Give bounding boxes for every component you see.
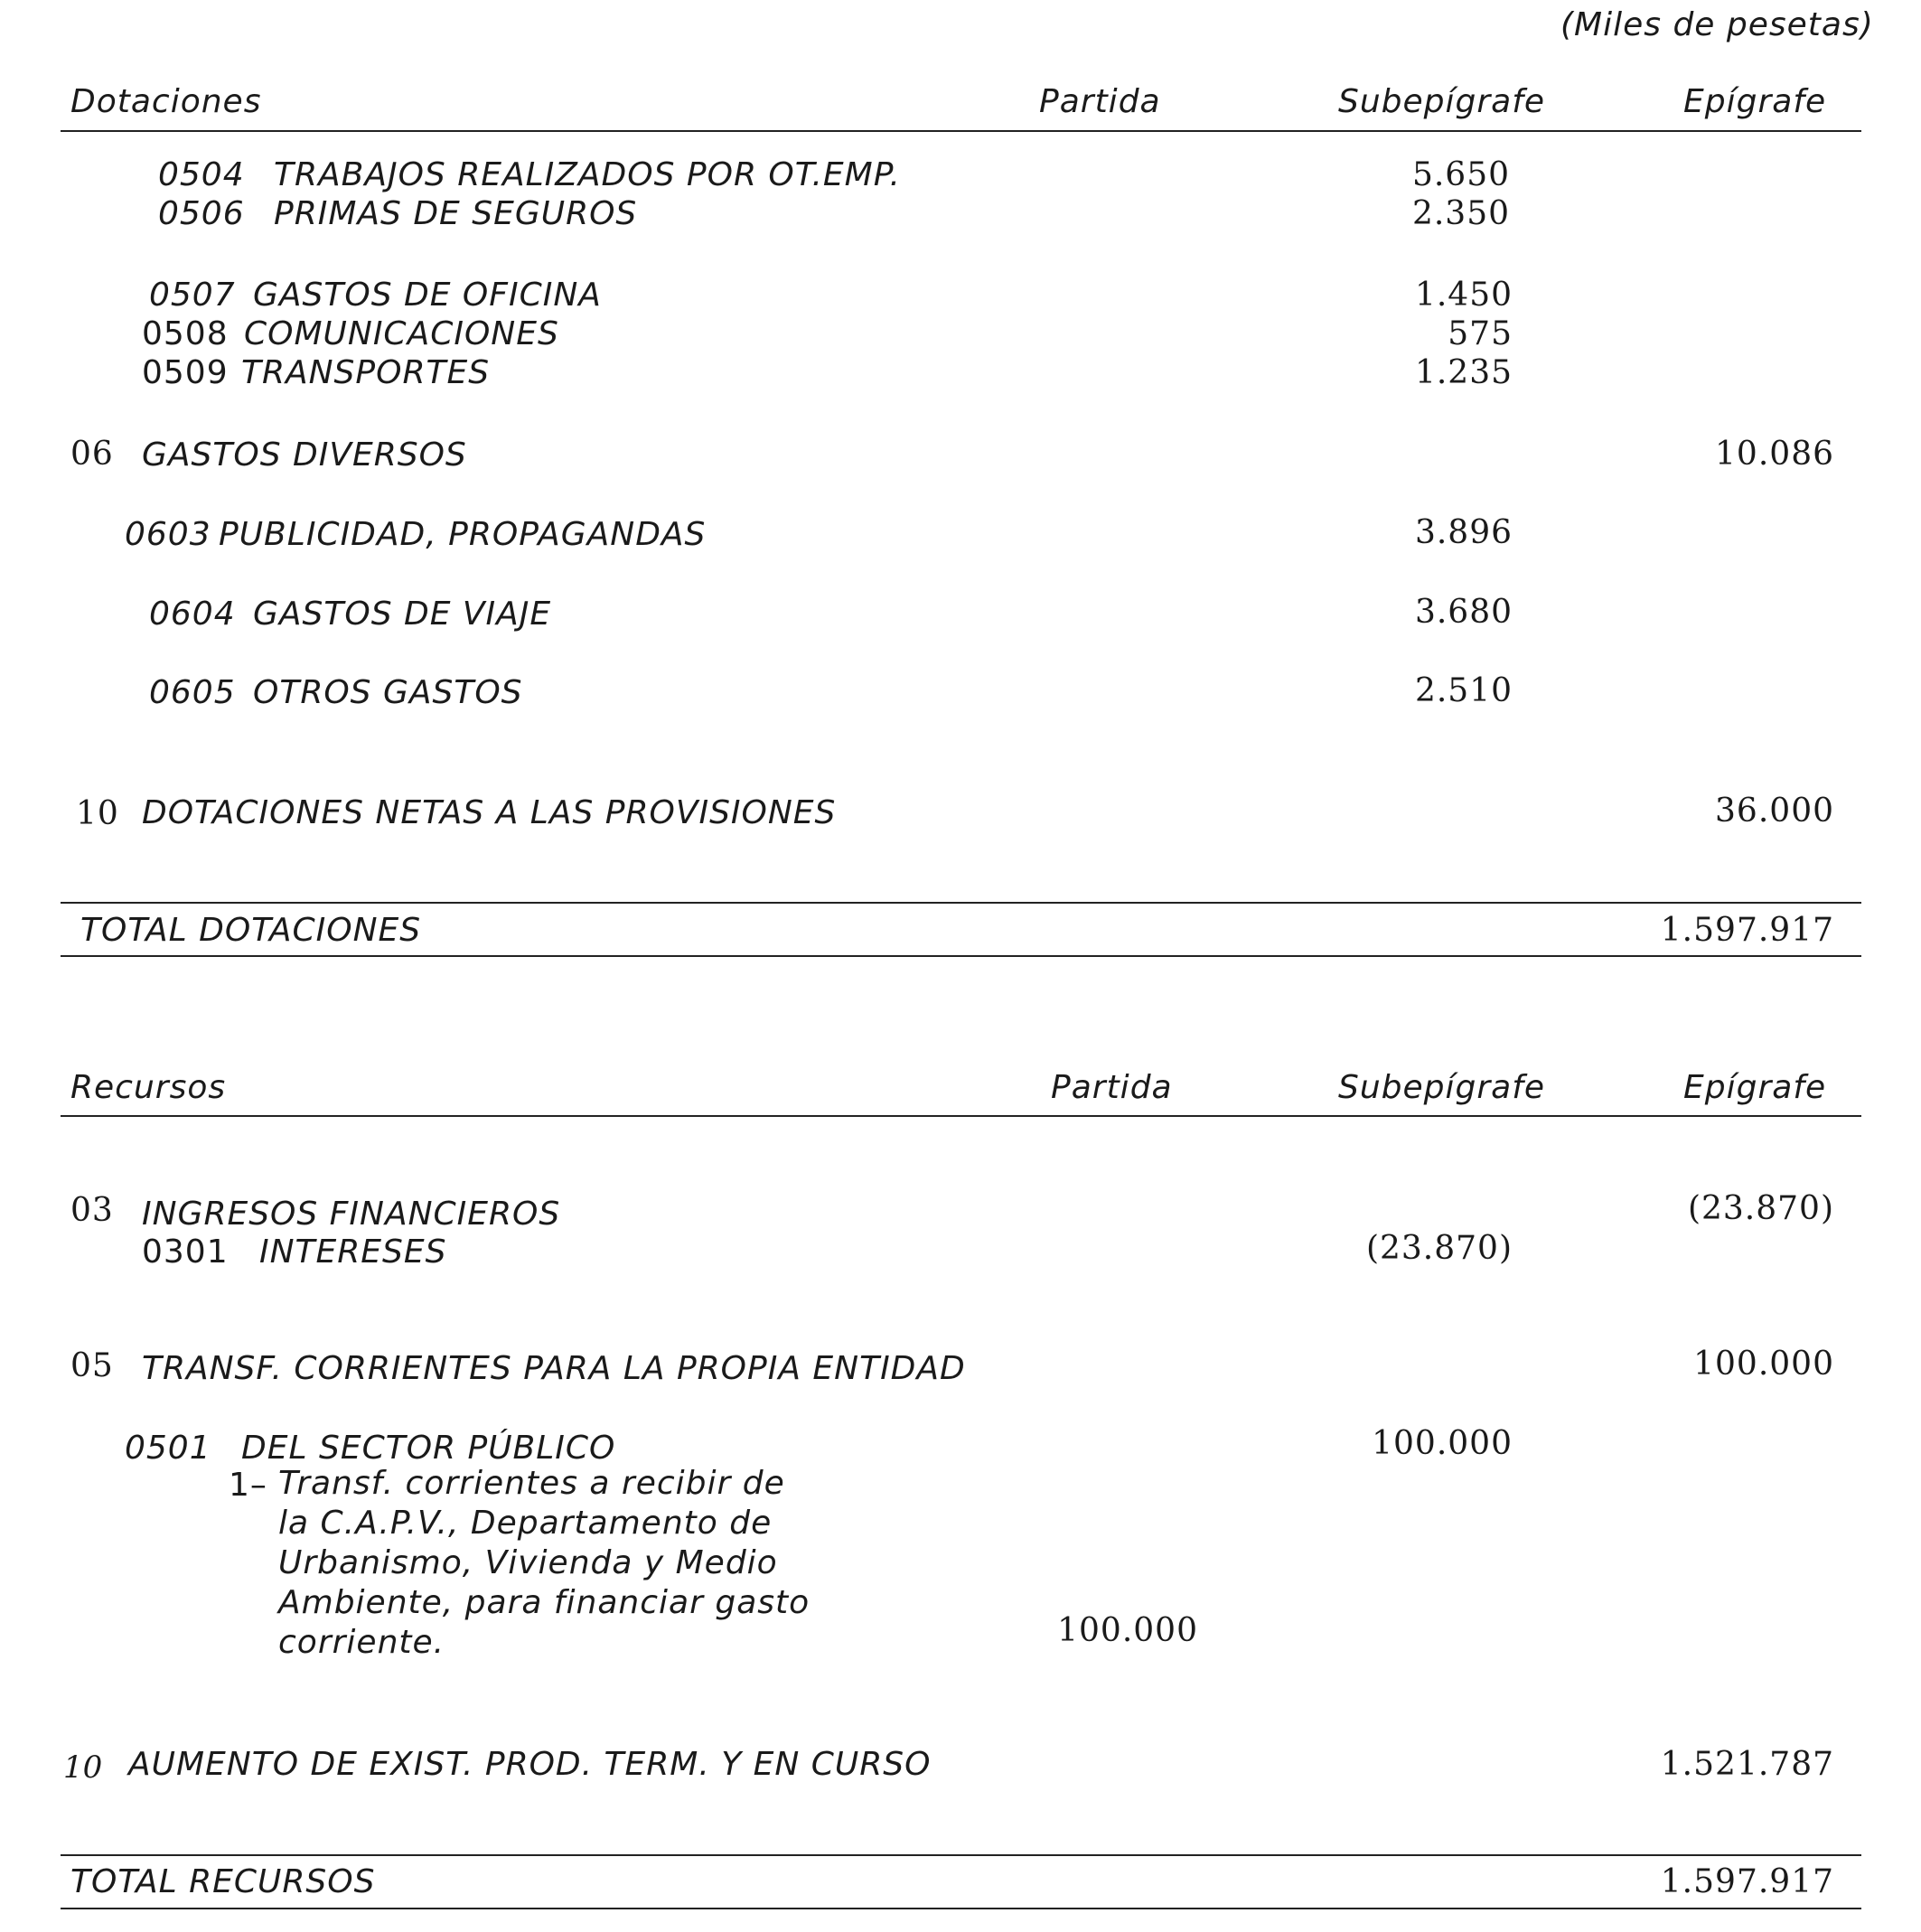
dotaciones-partida-header: Partida [1039,83,1161,120]
item-description-line: Ambiente, para financiar gasto [278,1584,811,1621]
total-dotaciones-label: TOTAL DOTACIONES [80,912,422,949]
item-partida: 100.000 [1057,1612,1198,1649]
total-recursos-top-rule [61,1854,1861,1856]
row-label: TRABAJOS REALIZADOS POR OT.EMP. [274,156,901,193]
row-label: TRANSPORTES [241,354,491,391]
row-subepigrafe: 1.235 [1414,354,1513,391]
row-label: GASTOS DIVERSOS [142,436,467,474]
row-subepigrafe: (23.870) [1365,1230,1513,1267]
total-recursos-label: TOTAL RECURSOS [70,1863,376,1900]
row-label: DEL SECTOR PÚBLICO [241,1430,616,1467]
row-subepigrafe: 5.650 [1411,156,1510,193]
row-label: PUBLICIDAD, PROPAGANDAS [219,516,707,553]
recursos-epigrafe-header: Epígrafe [1683,1069,1827,1106]
row-epigrafe: 100.000 [1693,1346,1834,1383]
row-code: 0506 [158,195,245,232]
row-subepigrafe: 3.680 [1414,594,1513,631]
total-recursos-bottom-rule [61,1908,1861,1909]
row-subepigrafe: 575 [1448,315,1513,352]
row-code: 0507 [149,277,236,314]
row-subepigrafe: 100.000 [1372,1425,1513,1462]
row-label: TRANSF. CORRIENTES PARA LA PROPIA ENTIDAD [142,1350,966,1387]
row-label: AUMENTO DE EXIST. PROD. TERM. Y EN CURSO [128,1746,932,1783]
row-epigrafe: 1.521.787 [1660,1746,1834,1783]
item-number: 1– [229,1467,267,1504]
item-description [278,1464,810,1663]
dotaciones-epigrafe-header: Epígrafe [1683,83,1827,120]
row-code: 0605 [149,674,236,711]
row-code: 0501 [125,1430,211,1467]
row-code: 10 [76,795,119,832]
row-epigrafe: (23.870) [1687,1190,1834,1227]
row-subepigrafe: 3.896 [1414,514,1513,551]
row-code: 03 [70,1192,114,1229]
item-description-line: Transf. corrientes a recibir de [278,1465,785,1502]
total-dotaciones-top-rule [61,902,1861,904]
row-code: 05 [70,1347,114,1384]
total-dotaciones-value: 1.597.917 [1660,912,1834,949]
row-label: INTERESES [259,1233,447,1271]
row-label: DOTACIONES NETAS A LAS PROVISIONES [142,794,837,831]
item-description-line: corriente. [278,1624,445,1661]
total-recursos-value: 1.597.917 [1660,1863,1834,1900]
row-code: 10 [63,1749,103,1786]
row-code: 0301 [142,1233,229,1271]
row-epigrafe: 36.000 [1715,792,1834,830]
row-code: 0504 [158,156,245,193]
row-label: INGRESOS FINANCIEROS [142,1196,561,1233]
row-code: 0508 [142,315,229,352]
row-code: 06 [70,436,114,473]
units-note: (Miles de pesetas) [1560,6,1874,43]
row-label: COMUNICACIONES [244,315,559,352]
recursos-partida-header: Partida [1051,1069,1173,1106]
row-label: GASTOS DE OFICINA [253,277,602,314]
recursos-subepigrafe-header: Subepígrafe [1338,1069,1546,1106]
row-code: 0509 [142,354,229,391]
row-label: OTROS GASTOS [253,674,523,711]
item-description-line: la C.A.P.V., Departamento de [278,1505,773,1542]
item-description-line: Urbanismo, Vivienda y Medio [278,1544,778,1581]
row-subepigrafe: 2.350 [1411,195,1510,232]
row-code: 0604 [149,596,236,633]
row-label: PRIMAS DE SEGUROS [274,195,638,232]
recursos-heading: Recursos [70,1069,227,1106]
recursos-header-rule [61,1115,1861,1117]
row-epigrafe: 10.086 [1715,436,1834,473]
row-code: 0603 [125,516,211,553]
dotaciones-heading: Dotaciones [70,83,262,120]
row-subepigrafe: 2.510 [1414,672,1513,709]
total-dotaciones-bottom-rule [61,955,1861,957]
dotaciones-header-rule [61,130,1861,132]
dotaciones-subepigrafe-header: Subepígrafe [1338,83,1546,120]
row-label: GASTOS DE VIAJE [253,596,552,633]
row-subepigrafe: 1.450 [1414,277,1513,314]
